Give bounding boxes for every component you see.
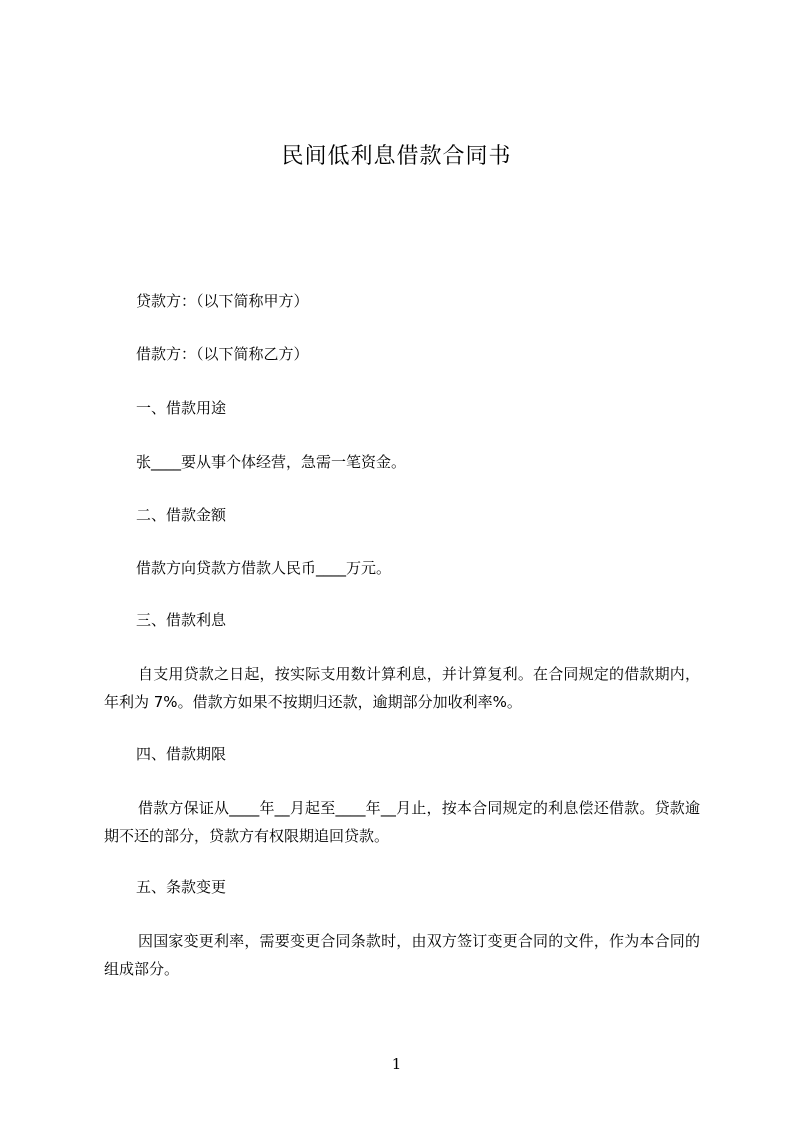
section-heading-amount: 二、借款金额 — [136, 506, 227, 524]
section-body-term: 借款方保证从____年__月起至____年__月止，按本合同规定的利息偿还借款。贷款逾期不还的部分，贷款方有权限期追回贷款。 — [104, 799, 700, 845]
lender-line: 贷款方：（以下简称甲方） — [136, 292, 309, 310]
section-heading-interest: 三、借款利息 — [136, 611, 227, 629]
section-heading-purpose: 一、借款用途 — [136, 399, 227, 417]
section-body-interest: 自支用贷款之日起，按实际支用数计算利息，并计算复利。在合同规定的借款期内，年利为 7%。借款方如果不按期归还款，逾期部分加收利率%。 — [104, 665, 700, 711]
section-body-purpose: 张____要从事个体经营，急需一笔资金。 — [136, 453, 407, 471]
section-body-amount: 借款方向贷款方借款人民币____万元。 — [136, 559, 392, 577]
section-body-amendment: 因国家变更利率，需要变更合同条款时，由双方签订变更合同的文件，作为本合同的组成部分。 — [104, 932, 700, 978]
page-number: 1 — [391, 1055, 402, 1073]
section-heading-term: 四、借款期限 — [136, 745, 227, 763]
section-heading-amendment: 五、条款变更 — [136, 878, 227, 896]
document-title: 民间低利息借款合同书 — [281, 144, 512, 169]
borrower-line: 借款方：（以下简称乙方） — [136, 345, 309, 363]
